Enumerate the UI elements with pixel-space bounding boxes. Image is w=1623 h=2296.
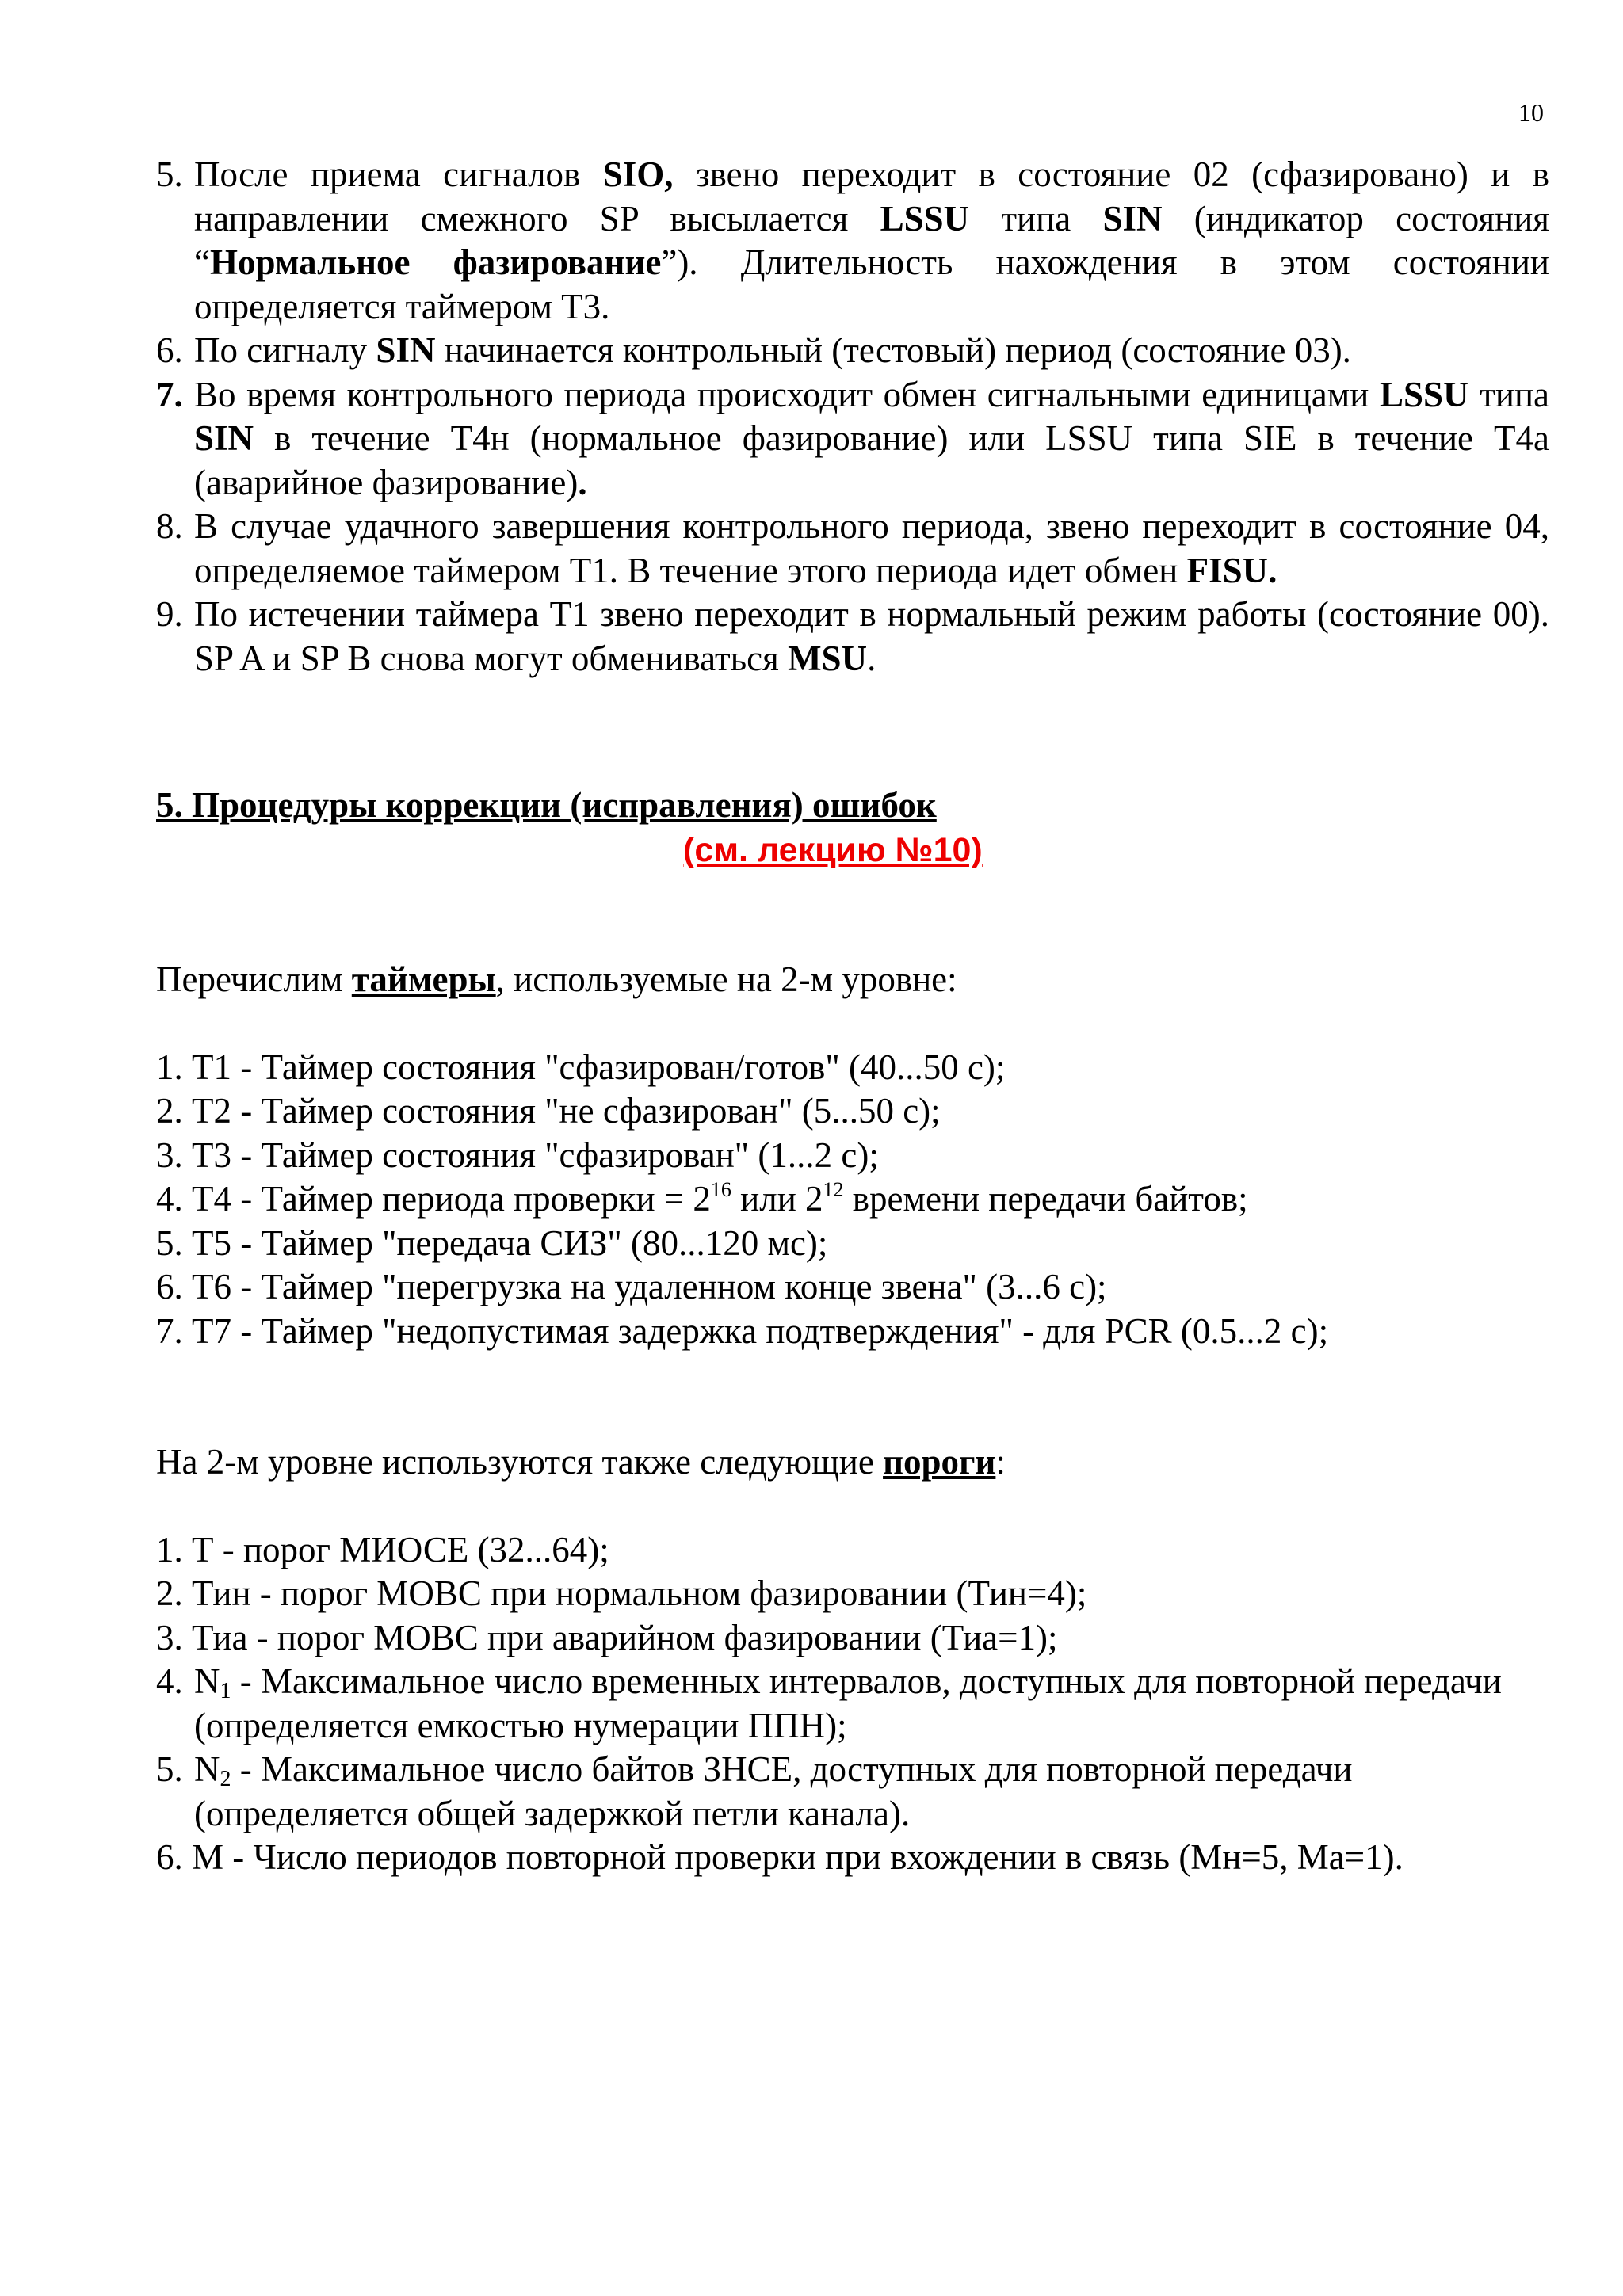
timer-item: 1. Т1 - Таймер состояния "сфазирован/готов" (40...50 с);	[156, 1047, 1006, 1087]
text-run: типа	[1468, 374, 1549, 414]
step-7	[156, 373, 1549, 505]
section-heading: 5. Процедуры коррекции (исправления) ошибок	[156, 785, 937, 825]
text-run: .	[867, 638, 876, 678]
threshold-item: 3. Тиа - порог МОВС при аварийном фазировании (Тиа=1);	[156, 1617, 1058, 1657]
item-number: 4.	[156, 1661, 183, 1701]
timers-intro	[156, 958, 1549, 1002]
bold-term: MSU	[788, 638, 868, 678]
timers-list	[156, 1046, 1549, 1354]
text-run: N	[194, 1661, 220, 1701]
threshold-item: 6. М - Число периодов повторной проверки при вхождении в связь (Мн=5, Ма=1).	[156, 1837, 1403, 1877]
bold-term: SIN	[376, 330, 436, 370]
step-5	[156, 153, 1549, 329]
text-run: - Максимальное число временных интервалов, доступных для повторной передачи (определяется емкостью нумерации ППН);	[194, 1661, 1502, 1745]
text-run: ”). Длительность нахождения в этом состоянии определяется таймером Т3.	[194, 242, 1549, 326]
text-run: в течение Т4н (нормальное фазирование) или LSSU типа SIE в течение Т4а (аварийное фазирование)	[194, 418, 1549, 502]
threshold-item-n2	[156, 1748, 1549, 1836]
subscript: 1	[220, 1679, 231, 1703]
text-run: :	[995, 1442, 1006, 1482]
item-number: 5.	[156, 1749, 183, 1789]
bold-term: SIN	[194, 418, 254, 458]
text-run: звено переходит в состояние 02 (сфазировано) и в направлении смежного SP высылается	[194, 154, 1549, 238]
text-run: - Максимальное число байтов ЗНСЕ, доступных для повторной передачи (определяется общей задержкой петли канала).	[194, 1749, 1353, 1833]
bold-term: FISU.	[1186, 550, 1277, 590]
step-number: 6.	[156, 330, 183, 370]
text-run: 4. Т4 - Таймер периода проверки = 2	[156, 1179, 711, 1219]
threshold-item: 2. Тин - порог МОВС при нормальном фазировании (Тин=4);	[156, 1573, 1087, 1613]
text-run: По сигналу	[194, 330, 376, 370]
item-text	[194, 1748, 1549, 1836]
text-run: или 2	[731, 1179, 823, 1219]
step-number: 7.	[156, 374, 183, 414]
timer-item: 6. Т6 - Таймер "перегрузка на удаленном конце звена" (3...6 с);	[156, 1267, 1107, 1306]
text-run: N	[194, 1749, 220, 1789]
thresholds-intro	[156, 1440, 1549, 1485]
bold-term: .	[578, 462, 587, 502]
threshold-item: 1. Т - порог МИОСЕ (32...64);	[156, 1529, 609, 1569]
keyword-thresholds: пороги	[883, 1442, 996, 1482]
text-run: начинается контрольный (тестовый) период (состояние 03).	[435, 330, 1351, 370]
text-run: времени передачи байтов;	[843, 1179, 1248, 1219]
lecture-reference-link[interactable]: (см. лекцию №10)	[683, 830, 983, 869]
threshold-item-n1	[156, 1660, 1549, 1748]
text-run: типа	[969, 198, 1103, 238]
timer-item-t4	[156, 1177, 1549, 1222]
item-text	[194, 1660, 1549, 1748]
keyword-timers: таймеры	[351, 959, 496, 999]
step-number: 5.	[156, 154, 183, 194]
bold-term: Нормальное фазирование	[209, 242, 662, 282]
subscript: 2	[220, 1767, 231, 1791]
timer-item: 2. Т2 - Таймер состояния "не сфазирован" (5...50 с);	[156, 1091, 941, 1131]
exponent: 12	[823, 1178, 844, 1201]
step-text	[194, 505, 1549, 593]
document-body	[156, 153, 1549, 1880]
step-6	[156, 329, 1549, 373]
bold-term: LSSU	[880, 198, 970, 238]
step-8	[156, 505, 1549, 593]
page-number: 10	[1518, 98, 1544, 127]
text-run: В случае удачного завершения контрольного периода, звено переходит в состояние 04, определяемое таймером Т1. В течение этого периода идет обмен	[194, 506, 1549, 590]
text-run: По истечении таймера Т1 звено переходит в нормальный режим работы (состояние 00). SP A и SP B снова могут обмениваться	[194, 594, 1549, 678]
text-run: На 2-м уровне используются также следующие	[156, 1442, 884, 1482]
thresholds-list	[156, 1528, 1549, 1880]
bold-term: SIN	[1102, 198, 1163, 238]
step-number: 9.	[156, 594, 183, 634]
step-text	[194, 373, 1549, 505]
text-run: Перечислим	[156, 959, 352, 999]
timer-item: 3. Т3 - Таймер состояния "сфазирован" (1...2 с);	[156, 1135, 879, 1175]
step-number: 8.	[156, 506, 183, 546]
text-run: , используемые на 2-м уровне:	[495, 959, 957, 999]
step-text	[194, 329, 1549, 373]
bold-term: LSSU	[1379, 374, 1469, 414]
step-text	[194, 593, 1549, 681]
text-run: После приема сигналов	[194, 154, 603, 194]
text-run: Во время контрольного периода происходит обмен сигнальными единицами	[194, 374, 1380, 414]
text-run: (индикатор состояния “	[194, 198, 1549, 282]
exponent: 16	[710, 1178, 731, 1201]
step-text	[194, 153, 1549, 329]
timer-item: 5. Т5 - Таймер "передача СИЗ" (80...120 мс);	[156, 1222, 828, 1263]
timer-item: 7. Т7 - Таймер "недопустимая задержка подтверждения" - для PCR (0.5...2 с);	[156, 1310, 1329, 1351]
step-9	[156, 593, 1549, 681]
bold-term: SIO,	[602, 154, 674, 194]
